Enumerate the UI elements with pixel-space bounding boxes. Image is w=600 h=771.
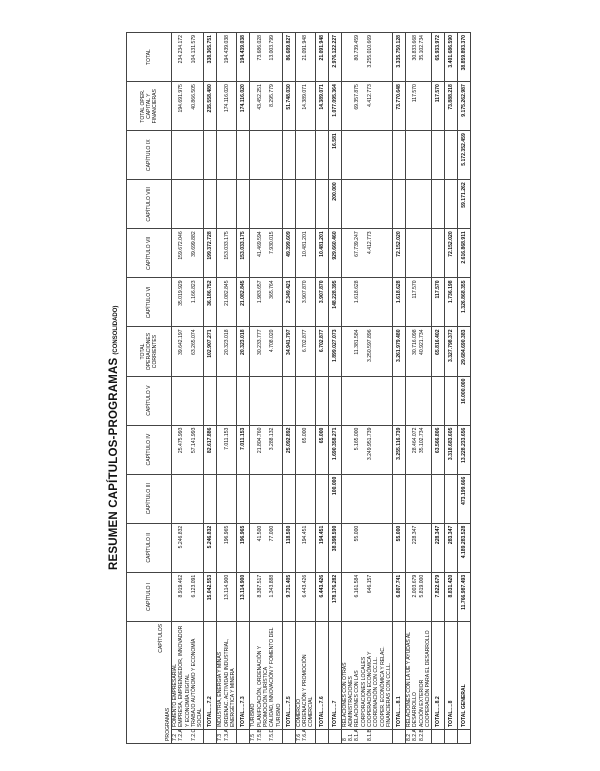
cell-total-financieras: 174.116.020 [217, 82, 237, 131]
program-label: FOMENTO EMPRESARIAL EMPRESA, EMPRENDEDOR, INNOVADOR Y ECONOMÍA DIGITAL TRABAJO AUTÓNOMO Y ECONOMÍA SOCIAL [172, 621, 204, 729]
cell-total-financieras: 43.452.251 8.295.779 [250, 82, 282, 131]
cell-cap2: 5.246.832 [172, 523, 204, 572]
program-code [445, 729, 458, 743]
cell-cap8 [172, 180, 204, 229]
cell-total-corrientes: 6.702.877 [315, 327, 328, 376]
cell-cap1: 15.042.553 [204, 572, 217, 621]
cell-cap8: 59.171.262 [458, 180, 471, 229]
cell-cap1: 2.003.679 5.819.000 [406, 572, 432, 621]
cell-cap6: 1.736.198 [445, 278, 458, 327]
table-row [341, 33, 392, 744]
cell-cap4: 63.566.806 [432, 425, 445, 474]
cell-cap2: 55.000 [393, 523, 406, 572]
cell-cap4: 28.464.072 35.102.734 [406, 425, 432, 474]
cell-total: 338.365.751 [204, 33, 217, 82]
program-code [204, 729, 217, 743]
cell-total: 80.739.459 3.255.010.669 [341, 33, 392, 82]
cell-cap5 [432, 376, 445, 425]
header-total-financieras: TOTAL OPER. CAPITAL Y FINANCIERAS [127, 82, 172, 131]
cell-cap6: 3.907.870 [315, 278, 328, 327]
program-label: TOTAL GENERAL [458, 621, 471, 729]
program-label: TOTAL.....7.2 [204, 621, 217, 729]
cell-cap1: 178.176.282 [328, 572, 341, 621]
program-code: 7.5 7.5.B 7.5.D [250, 729, 282, 743]
cell-cap9 [406, 131, 432, 180]
cell-cap5 [445, 376, 458, 425]
cell-cap8 [393, 180, 406, 229]
total-row [328, 33, 341, 744]
cell-total-corrientes: 3.261.979.480 [393, 327, 406, 376]
cell-cap2: 283.347 [445, 523, 458, 572]
cell-total: 21.091.948 [295, 33, 315, 82]
header-cap2: CAPÍTULO II [127, 523, 172, 572]
cell-cap1: 9.731.405 [282, 572, 295, 621]
cell-total: 3.401.686.590 [445, 33, 458, 82]
header-total: TOTAL [127, 33, 172, 82]
cell-total: 21.091.948 [315, 33, 328, 82]
cell-cap3: 473.199.666 [458, 474, 471, 523]
cell-total: 234.234.172 104.131.579 [172, 33, 204, 82]
cell-cap7: 10.481.201 [315, 229, 328, 278]
cell-cap3 [432, 474, 445, 523]
cell-cap2: 196.965 [217, 523, 237, 572]
program-label: TURISMO PLANIFICACIÓN, ORDENACIÓN Y PROMOCIÓN TURÍSTICA CALIDAD, INNOVACIÓN Y FOMENTO DEL TURISMO [250, 621, 282, 729]
cell-total: 2.976.122.227 [328, 33, 341, 82]
cell-total-corrientes: 29.684.690.383 [458, 327, 471, 376]
cell-cap3 [393, 474, 406, 523]
program-label: TOTAL.....8.2 [432, 621, 445, 729]
cell-cap9 [341, 131, 392, 180]
header-cap9: CAPÍTULO IX [127, 131, 172, 180]
cell-total-financieras: 73.770.648 [393, 82, 406, 131]
cell-cap1: 11.766.987.493 [458, 572, 471, 621]
cell-cap5 [237, 376, 250, 425]
cell-total: 30.833.668 35.102.734 [406, 33, 432, 82]
cell-cap6: 117.570 [406, 278, 432, 327]
cell-cap9: 16.581 [328, 131, 341, 180]
cell-cap2: 5.246.832 [204, 523, 217, 572]
cell-cap2: 55.000 [341, 523, 392, 572]
header-cap4: CAPÍTULO IV [127, 425, 172, 474]
cell-cap4: 3.318.683.605 [445, 425, 458, 474]
cell-total-financieras: 235.558.480 [204, 82, 217, 131]
cell-total-financieras: 194.691.975 40.866.505 [172, 82, 204, 131]
cell-cap3: 100.000 [328, 474, 341, 523]
total-row [204, 33, 217, 744]
cell-cap9 [282, 131, 295, 180]
cell-cap9 [237, 131, 250, 180]
header-corner-capitulos: CAPÍTULOS [158, 623, 165, 653]
program-code [432, 729, 445, 743]
cell-cap2: 4.189.283.528 [458, 523, 471, 572]
cell-cap8 [237, 180, 250, 229]
table-row [172, 33, 204, 744]
cell-cap9 [445, 131, 458, 180]
cell-cap7: 49.399.609 [282, 229, 295, 278]
cell-total-corrientes: 20.323.018 [237, 327, 250, 376]
cell-cap5 [172, 376, 204, 425]
cell-cap5 [341, 376, 392, 425]
header-cap3: CAPÍTULO III [127, 474, 172, 523]
table-body [172, 33, 471, 744]
cell-cap3 [341, 474, 392, 523]
program-code: 8.2 8.2.A 8.2.B [406, 729, 432, 743]
cell-cap7: 10.481.201 [295, 229, 315, 278]
cell-cap3 [237, 474, 250, 523]
cell-total-corrientes: 20.323.018 [217, 327, 237, 376]
cell-cap1: 6.807.741 [393, 572, 406, 621]
program-label: RELACIONES CON LA UE Y AYUDAS AL DESARROLLO ACCIÓN EXTERIOR COOPERACIÓN PARA EL DESARROLLO [406, 621, 432, 729]
cell-cap3 [406, 474, 432, 523]
cell-cap5 [315, 376, 328, 425]
cell-cap6: 148.228.395 [328, 278, 341, 327]
program-label: TOTAL.....8 [445, 621, 458, 729]
cell-total: 73.686.028 13.003.799 [250, 33, 282, 82]
program-label: TOTAL.....7.3 [237, 621, 250, 729]
cell-cap5 [406, 376, 432, 425]
cell-cap3 [217, 474, 237, 523]
title-block [104, 306, 122, 570]
cell-cap7: 153.033.175 [237, 229, 250, 278]
program-code [282, 729, 295, 743]
cell-total-corrientes: 11.381.584 3.250.597.896 [341, 327, 392, 376]
cell-cap8 [204, 180, 217, 229]
cell-total: 194.439.038 [237, 33, 250, 82]
cell-cap1: 13.114.900 [237, 572, 250, 621]
cell-cap8 [217, 180, 237, 229]
cell-cap4: 82.617.886 [204, 425, 217, 474]
cell-cap8 [282, 180, 295, 229]
cell-total: 65.933.972 [432, 33, 445, 82]
cell-total-corrientes: 65.816.402 [432, 327, 445, 376]
table-row [406, 33, 432, 744]
cell-total: 38.859.893.370 [458, 33, 471, 82]
table-row [250, 33, 282, 744]
cell-cap4: 5.165.000 3.249.951.739 [341, 425, 392, 474]
cell-cap7: 67.739.247 4.412.773 [341, 229, 392, 278]
cell-cap2: 38.398.590 [328, 523, 341, 572]
cell-cap7: 159.672.046 39.699.882 [172, 229, 204, 278]
cell-total-corrientes: 3.327.798.372 [445, 327, 458, 376]
cell-cap1: 7.822.679 [432, 572, 445, 621]
cell-cap2: 196.965 [237, 523, 250, 572]
cell-cap4: 3.255.116.739 [393, 425, 406, 474]
header-cap7: CAPÍTULO VII [127, 229, 172, 278]
cell-total-financieras: 73.888.218 [445, 82, 458, 131]
cell-cap3 [295, 474, 315, 523]
cell-total-financieras: 69.357.875 4.412.773 [341, 82, 392, 131]
cell-cap8 [406, 180, 432, 229]
cell-total-financieras: 117.570 [406, 82, 432, 131]
total-row [315, 33, 328, 744]
cell-cap6: 1.326.868.355 [458, 278, 471, 327]
program-code: 7.2 7.2.A 7.2.C [172, 729, 204, 743]
cell-cap3 [204, 474, 217, 523]
cell-cap6: 1.983.657 365.764 [250, 278, 282, 327]
cell-cap4: 65.000 [295, 425, 315, 474]
cell-total: 194.439.038 [217, 33, 237, 82]
cell-cap7: 72.152.020 [393, 229, 406, 278]
program-code [237, 729, 250, 743]
cell-cap3 [250, 474, 282, 523]
header-cap5: CAPÍTULO V [127, 376, 172, 425]
cell-cap4: 1.690.358.271 [328, 425, 341, 474]
cell-cap5 [217, 376, 237, 425]
program-code [328, 729, 341, 743]
header-corner-programas: PROGRAMAS [164, 707, 171, 741]
program-code: 7.3 7.3.A [217, 729, 237, 743]
cell-cap2: 118.500 [282, 523, 295, 572]
header-total-corrientes: TOTAL OPERACIONES CORRIENTES [127, 327, 172, 376]
cell-total-financieras: 1.077.095.364 [328, 82, 341, 131]
cell-cap6: 117.570 [432, 278, 445, 327]
cell-cap5: 16.000.000 [458, 376, 471, 425]
cell-cap4: 7.011.153 [237, 425, 250, 474]
page-subtitle: (CONSOLIDADO) [113, 305, 119, 355]
program-label: TOTAL.....7.6 [315, 621, 328, 729]
cell-cap5 [282, 376, 295, 425]
program-label: COMERCIO ORDENACIÓN Y PROMOCIÓN COMERCIAL [295, 621, 315, 729]
program-label: TOTAL.....7 [328, 621, 341, 729]
cell-cap5 [295, 376, 315, 425]
cell-cap8 [315, 180, 328, 229]
cell-cap1: 8.387.517 1.343.888 [250, 572, 282, 621]
cell-cap8 [432, 180, 445, 229]
program-code [315, 729, 328, 743]
header-cap6: CAPÍTULO VI [127, 278, 172, 327]
program-label: INDUSTRIA, ENERGÍA Y MINAS ORDENAC. ACTIVIDAD INDUSTRIAL, ENERGÉTICA Y MINERA [217, 621, 237, 729]
cell-cap7: 2.616.868.911 [458, 229, 471, 278]
cell-cap5 [328, 376, 341, 425]
total-row [393, 33, 406, 744]
cell-cap1: 8.831.420 [445, 572, 458, 621]
total-row [432, 33, 445, 744]
cell-cap2: 194.451 [315, 523, 328, 572]
cell-total-corrientes: 39.642.197 63.265.074 [172, 327, 204, 376]
cell-cap5 [393, 376, 406, 425]
cell-cap9 [172, 131, 204, 180]
cell-cap9 [393, 131, 406, 180]
cell-total-financieras: 14.389.071 [295, 82, 315, 131]
cell-cap7: 153.033.175 [217, 229, 237, 278]
cell-cap9 [432, 131, 445, 180]
program-label: RELACIONES CON OTRAS ADMINISTRACIONES RELACIONES CON LAS CORPORACIONES LOCALES COOPERACIÓN ECONÓMICA Y COORDINACIÓN CON CC.LL. COOPER. ECONÓMICA Y RELAC. FINANCIERAS CON CC.LL. [341, 621, 392, 729]
program-code: 7.6 7.6.A [295, 729, 315, 743]
cell-cap1: 6.443.426 [295, 572, 315, 621]
total-row [282, 33, 295, 744]
cell-cap8 [295, 180, 315, 229]
cell-cap6: 1.618.628 [393, 278, 406, 327]
cell-cap2: 41.500 77.000 [250, 523, 282, 572]
cell-cap4: 7.011.153 [217, 425, 237, 474]
cell-cap5 [250, 376, 282, 425]
cell-cap8 [250, 180, 282, 229]
cell-cap9 [315, 131, 328, 180]
cell-cap6: 21.082.845 [237, 278, 250, 327]
cell-cap1: 8.919.462 6.123.091 [172, 572, 204, 621]
cell-cap2: 228.347 [432, 523, 445, 572]
cell-cap2: 228.347 [406, 523, 432, 572]
cell-total-corrientes: 30.716.098 40.921.734 [406, 327, 432, 376]
program-code [393, 729, 406, 743]
program-code: 8 8.1 8.1.A 8.1.B [341, 729, 392, 743]
cell-cap8 [445, 180, 458, 229]
cell-cap1: 13.114.900 [217, 572, 237, 621]
cell-total: 86.689.827 [282, 33, 295, 82]
cell-total: 3.335.750.128 [393, 33, 406, 82]
cell-cap7: 199.372.728 [204, 229, 217, 278]
cell-cap8: 200.000 [328, 180, 341, 229]
cell-cap1: 6.161.584 646.157 [341, 572, 392, 621]
cell-total-financieras: 9.175.262.987 [458, 82, 471, 131]
cell-cap7: 929.660.460 [328, 229, 341, 278]
cell-cap4: 25.475.993 57.141.993 [172, 425, 204, 474]
header-cap8: CAPÍTULO VIII [127, 180, 172, 229]
cell-total-financieras: 51.748.030 [282, 82, 295, 131]
table-row [295, 33, 315, 744]
cell-cap6: 2.349.421 [282, 278, 295, 327]
total-row [237, 33, 250, 744]
cell-total-financieras: 14.389.071 [315, 82, 328, 131]
cell-cap4: 13.228.233.656 [458, 425, 471, 474]
summary-table [126, 32, 471, 744]
cell-cap7: 41.469.594 7.930.015 [250, 229, 282, 278]
cell-cap6: 35.019.929 1.166.823 [172, 278, 204, 327]
program-code [458, 729, 471, 743]
cell-cap6: 3.907.870 [295, 278, 315, 327]
program-label: TOTAL.....8.1 [393, 621, 406, 729]
cell-cap9 [204, 131, 217, 180]
header-corner [127, 621, 172, 743]
cell-cap7: 72.152.020 [445, 229, 458, 278]
cell-cap7 [432, 229, 445, 278]
cell-total-corrientes: 30.233.777 4.708.020 [250, 327, 282, 376]
cell-cap2: 194.451 [295, 523, 315, 572]
cell-cap4: 25.092.892 [282, 425, 295, 474]
cell-cap3 [315, 474, 328, 523]
cell-total-financieras: 117.570 [432, 82, 445, 131]
cell-total-corrientes: 6.702.877 [295, 327, 315, 376]
program-label: TOTAL.....7.5 [282, 621, 295, 729]
cell-cap6: 36.186.752 [204, 278, 217, 327]
table-row [217, 33, 237, 744]
cell-cap6: 1.618.628 [341, 278, 392, 327]
cell-cap6: 21.082.845 [217, 278, 237, 327]
cell-cap5 [204, 376, 217, 425]
cell-cap3 [172, 474, 204, 523]
cell-cap7 [406, 229, 432, 278]
cell-cap1: 6.443.426 [315, 572, 328, 621]
cell-cap9 [295, 131, 315, 180]
cell-cap8 [341, 180, 392, 229]
cell-total-corrientes: 1.899.027.073 [328, 327, 341, 376]
total-row [458, 33, 471, 744]
header-cap1: CAPÍTULO I [127, 572, 172, 621]
cell-total-financieras: 174.116.020 [237, 82, 250, 131]
cell-total-corrientes: 34.941.797 [282, 327, 295, 376]
header-row [127, 33, 172, 744]
cell-cap4: 65.000 [315, 425, 328, 474]
total-row [445, 33, 458, 744]
cell-cap9 [250, 131, 282, 180]
cell-cap3 [445, 474, 458, 523]
cell-cap9: 5.172.352.459 [458, 131, 471, 180]
cell-cap4: 21.804.760 3.288.132 [250, 425, 282, 474]
cell-total-corrientes: 102.907.271 [204, 327, 217, 376]
cell-cap9 [217, 131, 237, 180]
cell-cap3 [282, 474, 295, 523]
page-title: RESUMEN CAPÍTULOS-PROGRAMAS [108, 357, 120, 570]
